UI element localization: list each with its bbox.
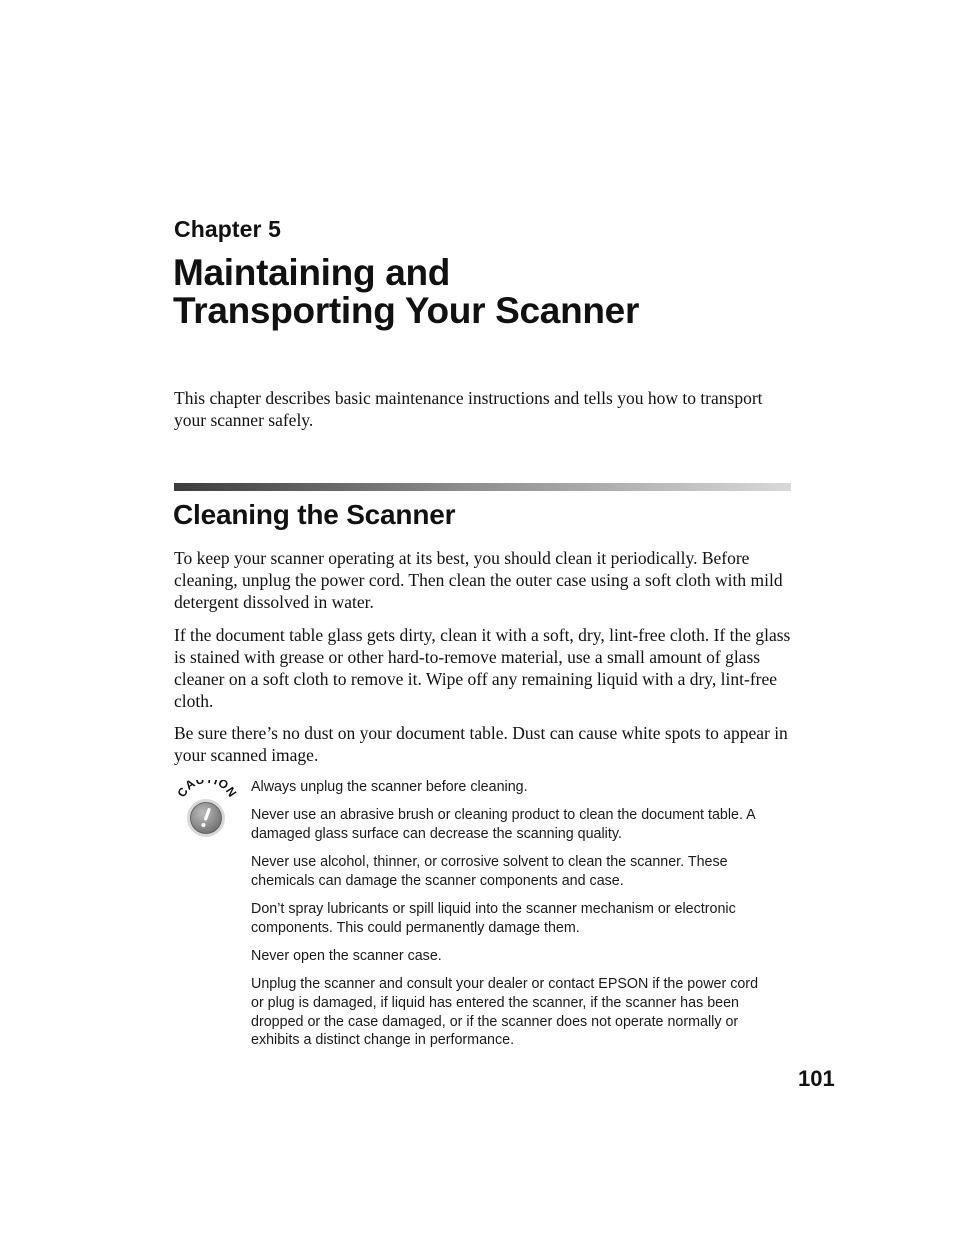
section-paragraph: Be sure there’s no dust on your document table. Dust can cause white spots to appear in your scanned image. [174, 723, 788, 765]
caution-item: Always unplug the scanner before cleaning. [251, 779, 528, 795]
section-paragraph: If the document table glass gets dirty, clean it with a soft, dry, lint-free cloth. If the glass is stained with grease or other hard-to-remove material, use a small amount of glass cleaner on a soft cloth to remove it. Wipe off any remaining liquid with a dry, lint-free cloth. [174, 625, 791, 711]
caution-icon-label: CA ION [174, 780, 240, 800]
chapter-intro: This chapter describes basic maintenance instructions and tells you how to transport your scanner safely. [174, 388, 763, 430]
caution-item: Don’t spray lubricants or spill liquid into the scanner mechanism or electronic components. This could permanently damage them. [251, 901, 736, 936]
caution-icon [172, 780, 242, 840]
caution-item: Never open the scanner case. [251, 947, 442, 964]
chapter-label: Chapter 5 [174, 216, 281, 242]
chapter-title [173, 254, 873, 330]
section-title: Cleaning the Scanner [173, 499, 456, 530]
section-divider [174, 483, 791, 491]
page-number: 101 [798, 1066, 835, 1091]
caution-list [251, 778, 761, 1059]
chapter-title-line-2: Transporting Your Scanner [173, 290, 640, 331]
chapter-title-line-1: Maintaining and [173, 252, 451, 293]
svg-text:CAUTION [174, 780, 239, 800]
caution-item: Never use an abrasive brush or cleaning product to clean the document table. A damaged glass surface can decrease the scanning quality. [251, 807, 755, 842]
caution-item: Never use alcohol, thinner, or corrosive solvent to clean the scanner. These chemicals can damage the scanner components and case. [251, 854, 728, 889]
caution-item: Unplug the scanner and consult your dealer or contact EPSON if the power cord or plug is damaged, if liquid has entered the scanner, if the scanner has been dropped or the case damaged, or if the scanner does not operate normally or exhibits a distinct change in performance. [251, 976, 759, 1049]
section-paragraph: To keep your scanner operating at its best, you should clean it periodically. Before cleaning, unplug the power cord. Then clean the outer case using a soft cloth with mild detergent dissolved in water. [174, 548, 783, 612]
